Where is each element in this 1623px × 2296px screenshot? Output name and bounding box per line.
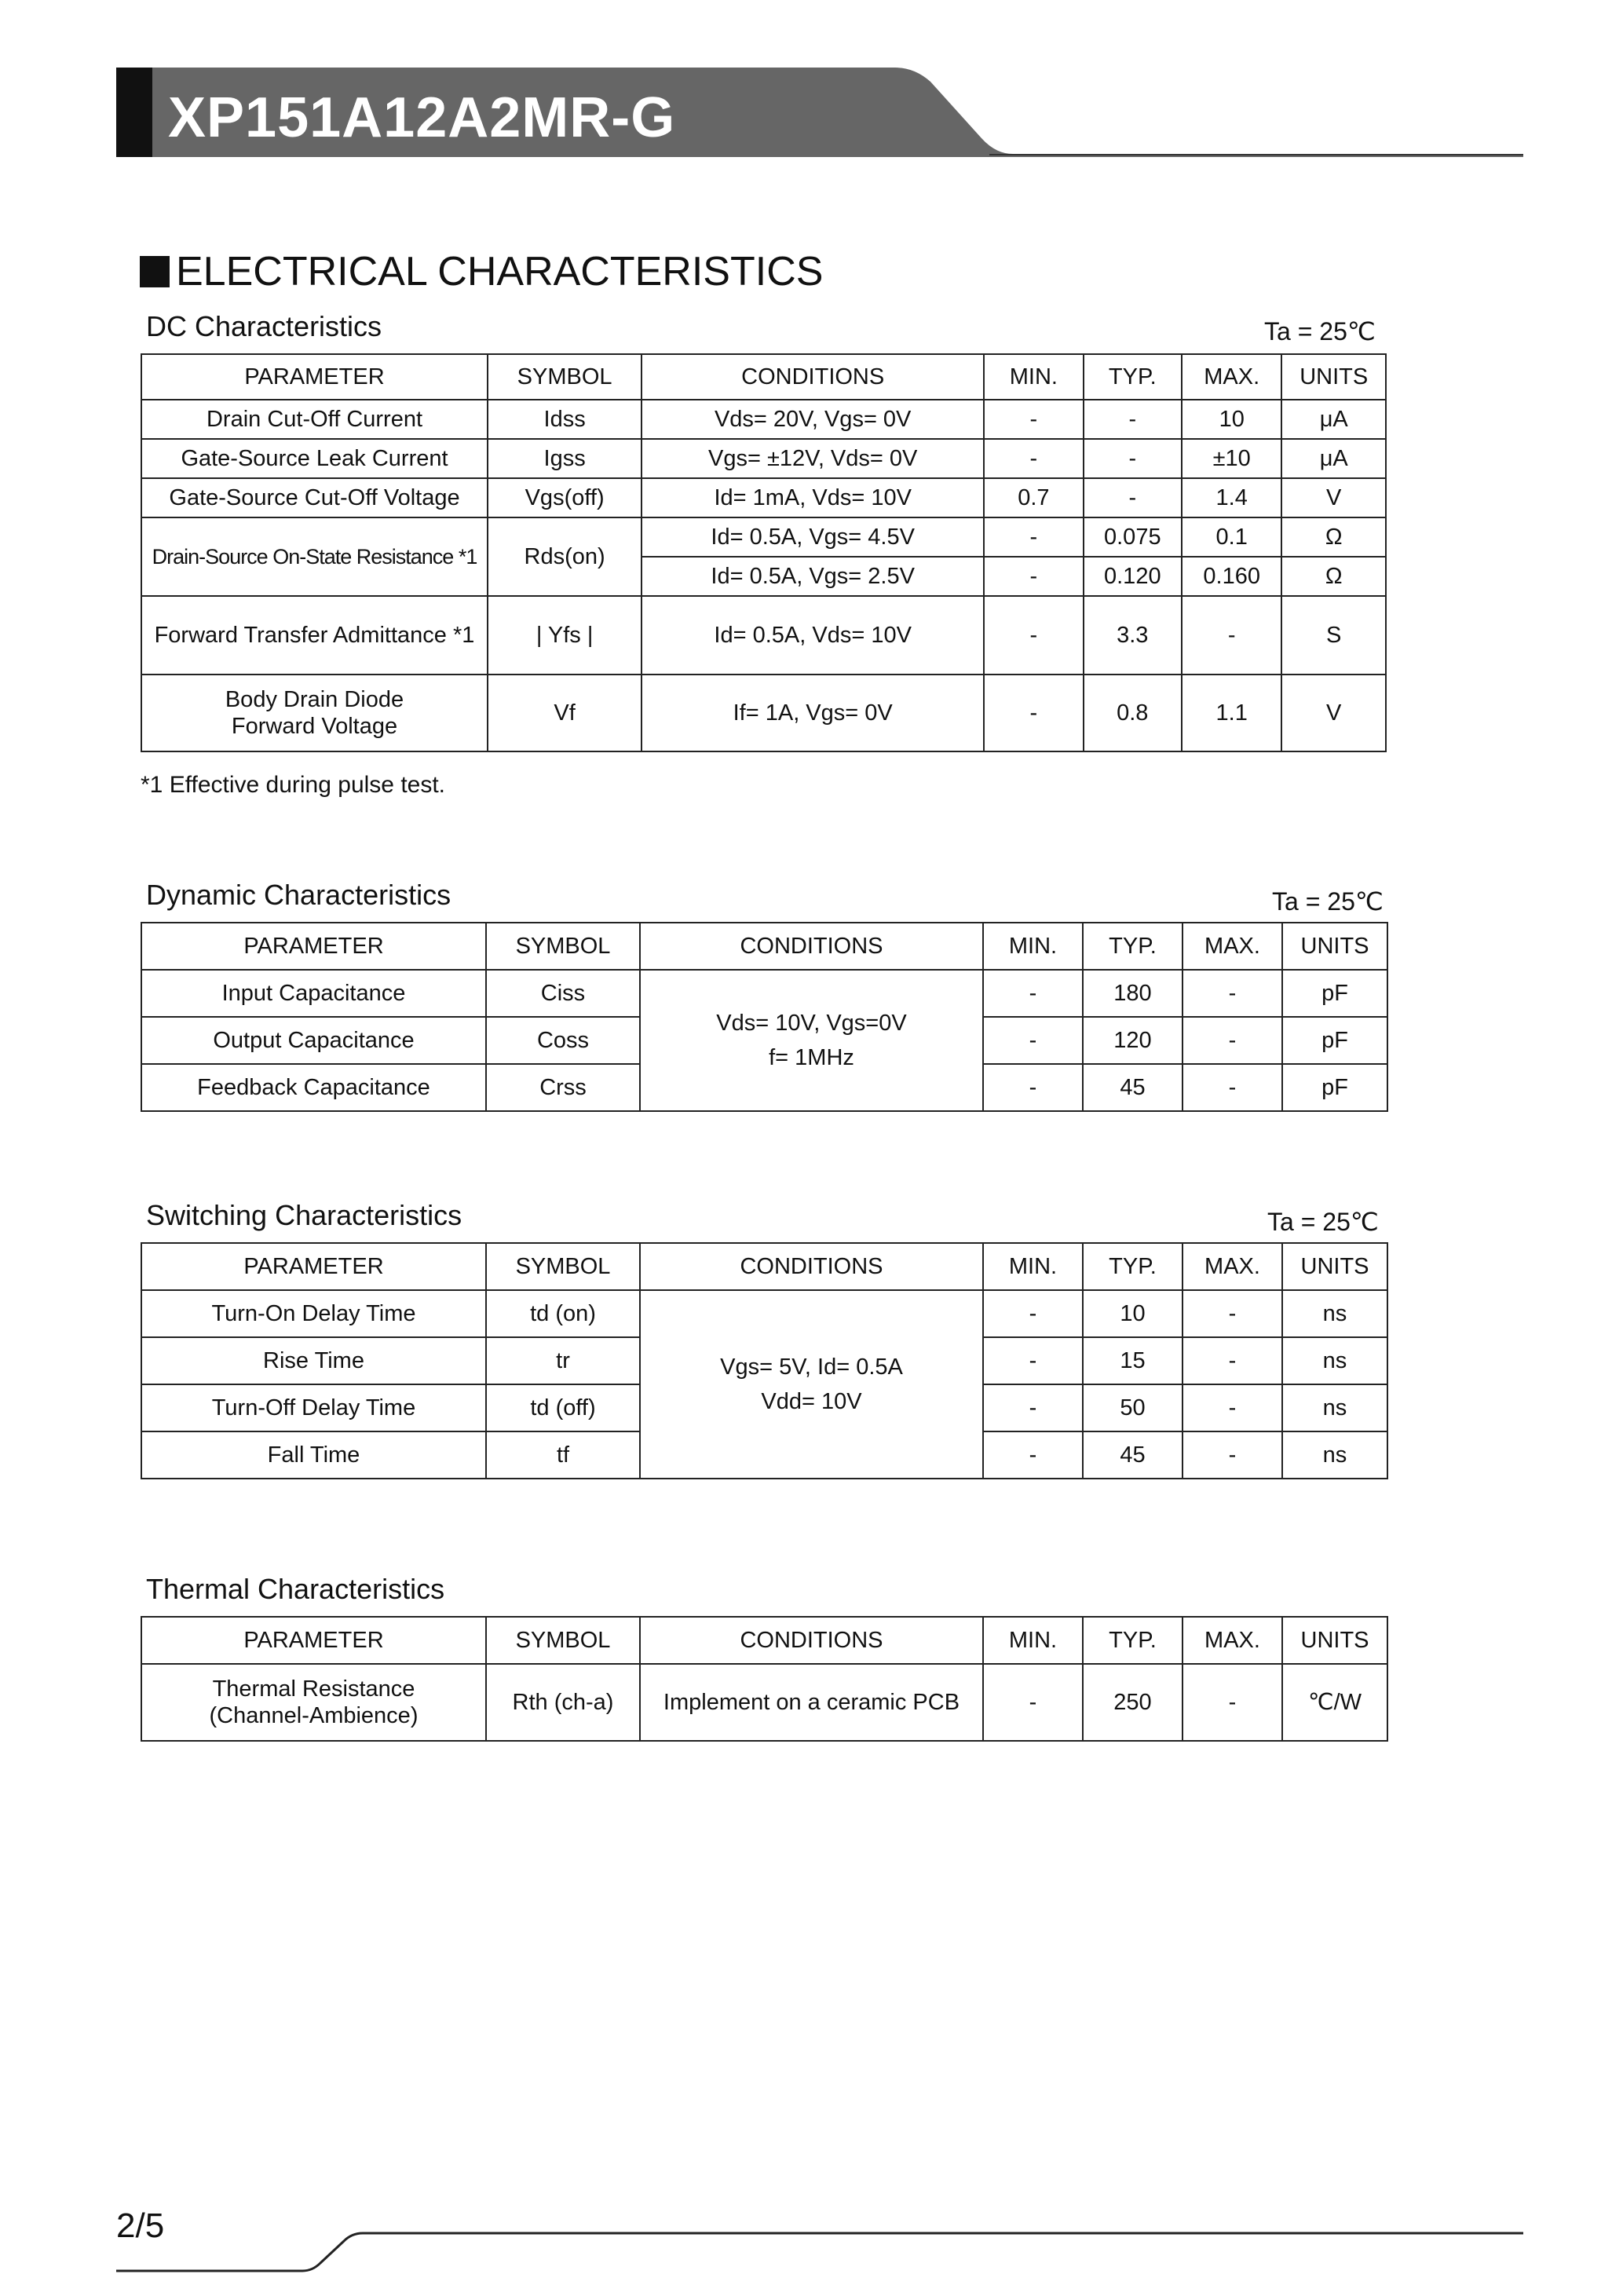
col-symbol: SYMBOL <box>486 923 640 970</box>
max-cell: 1.1 <box>1182 675 1281 751</box>
table-row <box>141 1664 1387 1741</box>
units-cell: ns <box>1282 1384 1387 1431</box>
typ-cell: 250 <box>1083 1664 1183 1741</box>
units-cell: ns <box>1282 1290 1387 1337</box>
max-cell: 0.160 <box>1182 557 1281 596</box>
min-cell: - <box>983 1664 1083 1741</box>
min-cell: - <box>984 400 1083 439</box>
typ-cell: 0.8 <box>1084 675 1182 751</box>
col-conditions: CONDITIONS <box>640 923 983 970</box>
col-parameter: PARAMETER <box>141 923 486 970</box>
min-cell: 0.7 <box>984 478 1083 517</box>
units-cell: Ω <box>1281 517 1386 557</box>
units-cell: μA <box>1281 400 1386 439</box>
max-cell: - <box>1183 1384 1282 1431</box>
col-parameter: PARAMETER <box>141 1617 486 1664</box>
param-cell <box>141 675 488 751</box>
cond-line: Vdd= 10V <box>761 1389 862 1414</box>
switching-table <box>141 1242 1388 1479</box>
table-row <box>141 970 1387 1017</box>
min-cell: - <box>984 675 1083 751</box>
max-cell: - <box>1183 1664 1282 1741</box>
cond-cell: Id= 0.5A, Vgs= 2.5V <box>642 557 984 596</box>
col-units: UNITS <box>1281 354 1386 400</box>
col-symbol: SYMBOL <box>486 1243 640 1290</box>
cond-cell: Vgs= ±12V, Vds= 0V <box>642 439 984 478</box>
col-typ: TYP. <box>1084 354 1182 400</box>
cond-cell <box>640 970 983 1111</box>
col-max: MAX. <box>1183 1617 1282 1664</box>
min-cell: - <box>984 557 1083 596</box>
cond-cell: Id= 0.5A, Vds= 10V <box>642 596 984 675</box>
param-cell: Drain-Source On-State Resistance *1 <box>141 517 488 596</box>
table-row <box>141 400 1386 439</box>
section-title-text: ELECTRICAL CHARACTERISTICS <box>176 249 824 294</box>
col-min: MIN. <box>983 923 1083 970</box>
col-parameter: PARAMETER <box>141 1243 486 1290</box>
min-cell: - <box>983 1017 1083 1064</box>
col-min: MIN. <box>983 1617 1083 1664</box>
col-min: MIN. <box>983 1243 1083 1290</box>
col-units: UNITS <box>1282 1617 1387 1664</box>
min-cell: - <box>983 970 1083 1017</box>
param-cell: Gate-Source Cut-Off Voltage <box>141 478 488 517</box>
col-conditions: CONDITIONS <box>640 1243 983 1290</box>
max-cell: - <box>1183 1017 1282 1064</box>
section-title <box>140 248 823 295</box>
units-cell: ns <box>1282 1431 1387 1479</box>
dc-ta: Ta = 25℃ <box>1264 317 1376 345</box>
typ-cell: 180 <box>1083 970 1183 1017</box>
typ-cell: - <box>1084 400 1182 439</box>
table-row <box>141 1290 1387 1337</box>
param-line: Body Drain Diode <box>225 687 404 712</box>
col-typ: TYP. <box>1083 923 1183 970</box>
col-max: MAX. <box>1183 1243 1282 1290</box>
symbol-cell: Rds(on) <box>488 517 642 596</box>
typ-cell: - <box>1084 478 1182 517</box>
units-cell: Ω <box>1281 557 1386 596</box>
units-cell: ℃/W <box>1282 1664 1387 1741</box>
max-cell: - <box>1182 596 1281 675</box>
col-conditions: CONDITIONS <box>640 1617 983 1664</box>
footnote: *1 Effective during pulse test. <box>141 772 446 798</box>
footer-rule <box>0 2214 1623 2277</box>
units-cell: μA <box>1281 439 1386 478</box>
min-cell: - <box>983 1431 1083 1479</box>
col-parameter: PARAMETER <box>141 354 488 400</box>
table-header-row <box>141 1617 1387 1664</box>
min-cell: - <box>984 596 1083 675</box>
param-line: Forward Voltage <box>231 714 398 739</box>
units-cell: V <box>1281 675 1386 751</box>
col-typ: TYP. <box>1083 1243 1183 1290</box>
col-max: MAX. <box>1182 354 1281 400</box>
cond-cell: If= 1A, Vgs= 0V <box>642 675 984 751</box>
units-cell: V <box>1281 478 1386 517</box>
col-units: UNITS <box>1282 923 1387 970</box>
max-cell: - <box>1183 970 1282 1017</box>
param-cell: Turn-Off Delay Time <box>141 1384 486 1431</box>
table-row <box>141 478 1386 517</box>
dc-table <box>141 353 1387 752</box>
thermal-title: Thermal Characteristics <box>146 1573 445 1605</box>
dynamic-table <box>141 922 1388 1112</box>
cond-cell: Id= 0.5A, Vgs= 4.5V <box>642 517 984 557</box>
typ-cell: 0.120 <box>1084 557 1182 596</box>
col-conditions: CONDITIONS <box>642 354 984 400</box>
table-header-row <box>141 1243 1387 1290</box>
param-cell: Gate-Source Leak Current <box>141 439 488 478</box>
param-line: (Channel-Ambience) <box>209 1703 419 1728</box>
param-cell: Turn-On Delay Time <box>141 1290 486 1337</box>
typ-cell: 3.3 <box>1084 596 1182 675</box>
dynamic-ta: Ta = 25℃ <box>1272 887 1384 916</box>
min-cell: - <box>984 439 1083 478</box>
col-min: MIN. <box>984 354 1083 400</box>
symbol-cell: td (on) <box>486 1290 640 1337</box>
cond-cell: Vds= 20V, Vgs= 0V <box>642 400 984 439</box>
param-line: Thermal Resistance <box>212 1676 415 1702</box>
param-cell: Drain Cut-Off Current <box>141 400 488 439</box>
thermal-table <box>141 1616 1388 1742</box>
symbol-cell: tr <box>486 1337 640 1384</box>
typ-cell: 15 <box>1083 1337 1183 1384</box>
symbol-cell: td (off) <box>486 1384 640 1431</box>
cond-cell: Implement on a ceramic PCB <box>640 1664 983 1741</box>
switching-ta: Ta = 25℃ <box>1267 1208 1379 1236</box>
col-units: UNITS <box>1282 1243 1387 1290</box>
cond-cell <box>640 1290 983 1479</box>
max-cell: 0.1 <box>1182 517 1281 557</box>
symbol-cell: Coss <box>486 1017 640 1064</box>
min-cell: - <box>983 1337 1083 1384</box>
symbol-cell: Rth (ch-a) <box>486 1664 640 1741</box>
param-cell: Output Capacitance <box>141 1017 486 1064</box>
table-row <box>141 675 1386 751</box>
cond-line: Vgs= 5V, Id= 0.5A <box>720 1355 903 1380</box>
cond-line: f= 1MHz <box>769 1045 854 1070</box>
symbol-cell: Vgs(off) <box>488 478 642 517</box>
square-bullet-icon <box>140 256 170 287</box>
units-cell: pF <box>1282 1064 1387 1111</box>
typ-cell: 0.075 <box>1084 517 1182 557</box>
units-cell: ns <box>1282 1337 1387 1384</box>
dynamic-title: Dynamic Characteristics <box>146 879 451 911</box>
param-cell <box>141 1664 486 1741</box>
symbol-cell: Ciss <box>486 970 640 1017</box>
typ-cell: 45 <box>1083 1064 1183 1111</box>
col-max: MAX. <box>1183 923 1282 970</box>
typ-cell: - <box>1084 439 1182 478</box>
cond-line: Vds= 10V, Vgs=0V <box>716 1011 907 1036</box>
typ-cell: 10 <box>1083 1290 1183 1337</box>
max-cell: - <box>1183 1431 1282 1479</box>
symbol-cell: Crss <box>486 1064 640 1111</box>
max-cell: - <box>1183 1337 1282 1384</box>
table-row <box>141 517 1386 557</box>
max-cell: - <box>1183 1290 1282 1337</box>
symbol-cell: Vf <box>488 675 642 751</box>
param-cell: Rise Time <box>141 1337 486 1384</box>
units-cell: pF <box>1282 1017 1387 1064</box>
symbol-cell: Idss <box>488 400 642 439</box>
col-typ: TYP. <box>1083 1617 1183 1664</box>
part-number-title: XP151A12A2MR-G <box>168 86 676 149</box>
table-row <box>141 439 1386 478</box>
symbol-cell: tf <box>486 1431 640 1479</box>
min-cell: - <box>983 1384 1083 1431</box>
cond-cell: Id= 1mA, Vds= 10V <box>642 478 984 517</box>
param-cell: Fall Time <box>141 1431 486 1479</box>
max-cell: - <box>1183 1064 1282 1111</box>
col-symbol: SYMBOL <box>486 1617 640 1664</box>
min-cell: - <box>983 1290 1083 1337</box>
col-symbol: SYMBOL <box>488 354 642 400</box>
units-cell: S <box>1281 596 1386 675</box>
max-cell: 10 <box>1182 400 1281 439</box>
max-cell: ±10 <box>1182 439 1281 478</box>
param-cell: Input Capacitance <box>141 970 486 1017</box>
switching-title: Switching Characteristics <box>146 1199 462 1231</box>
table-header-row <box>141 354 1386 400</box>
units-cell: pF <box>1282 970 1387 1017</box>
min-cell: - <box>983 1064 1083 1111</box>
param-cell: Forward Transfer Admittance *1 <box>141 596 488 675</box>
min-cell: - <box>984 517 1083 557</box>
typ-cell: 45 <box>1083 1431 1183 1479</box>
table-header-row <box>141 923 1387 970</box>
table-row <box>141 596 1386 675</box>
dc-title: DC Characteristics <box>146 310 382 342</box>
symbol-cell: Igss <box>488 439 642 478</box>
typ-cell: 50 <box>1083 1384 1183 1431</box>
typ-cell: 120 <box>1083 1017 1183 1064</box>
param-cell: Feedback Capacitance <box>141 1064 486 1111</box>
page-number: 2/5 <box>116 2206 165 2245</box>
symbol-cell: | Yfs | <box>488 596 642 675</box>
max-cell: 1.4 <box>1182 478 1281 517</box>
